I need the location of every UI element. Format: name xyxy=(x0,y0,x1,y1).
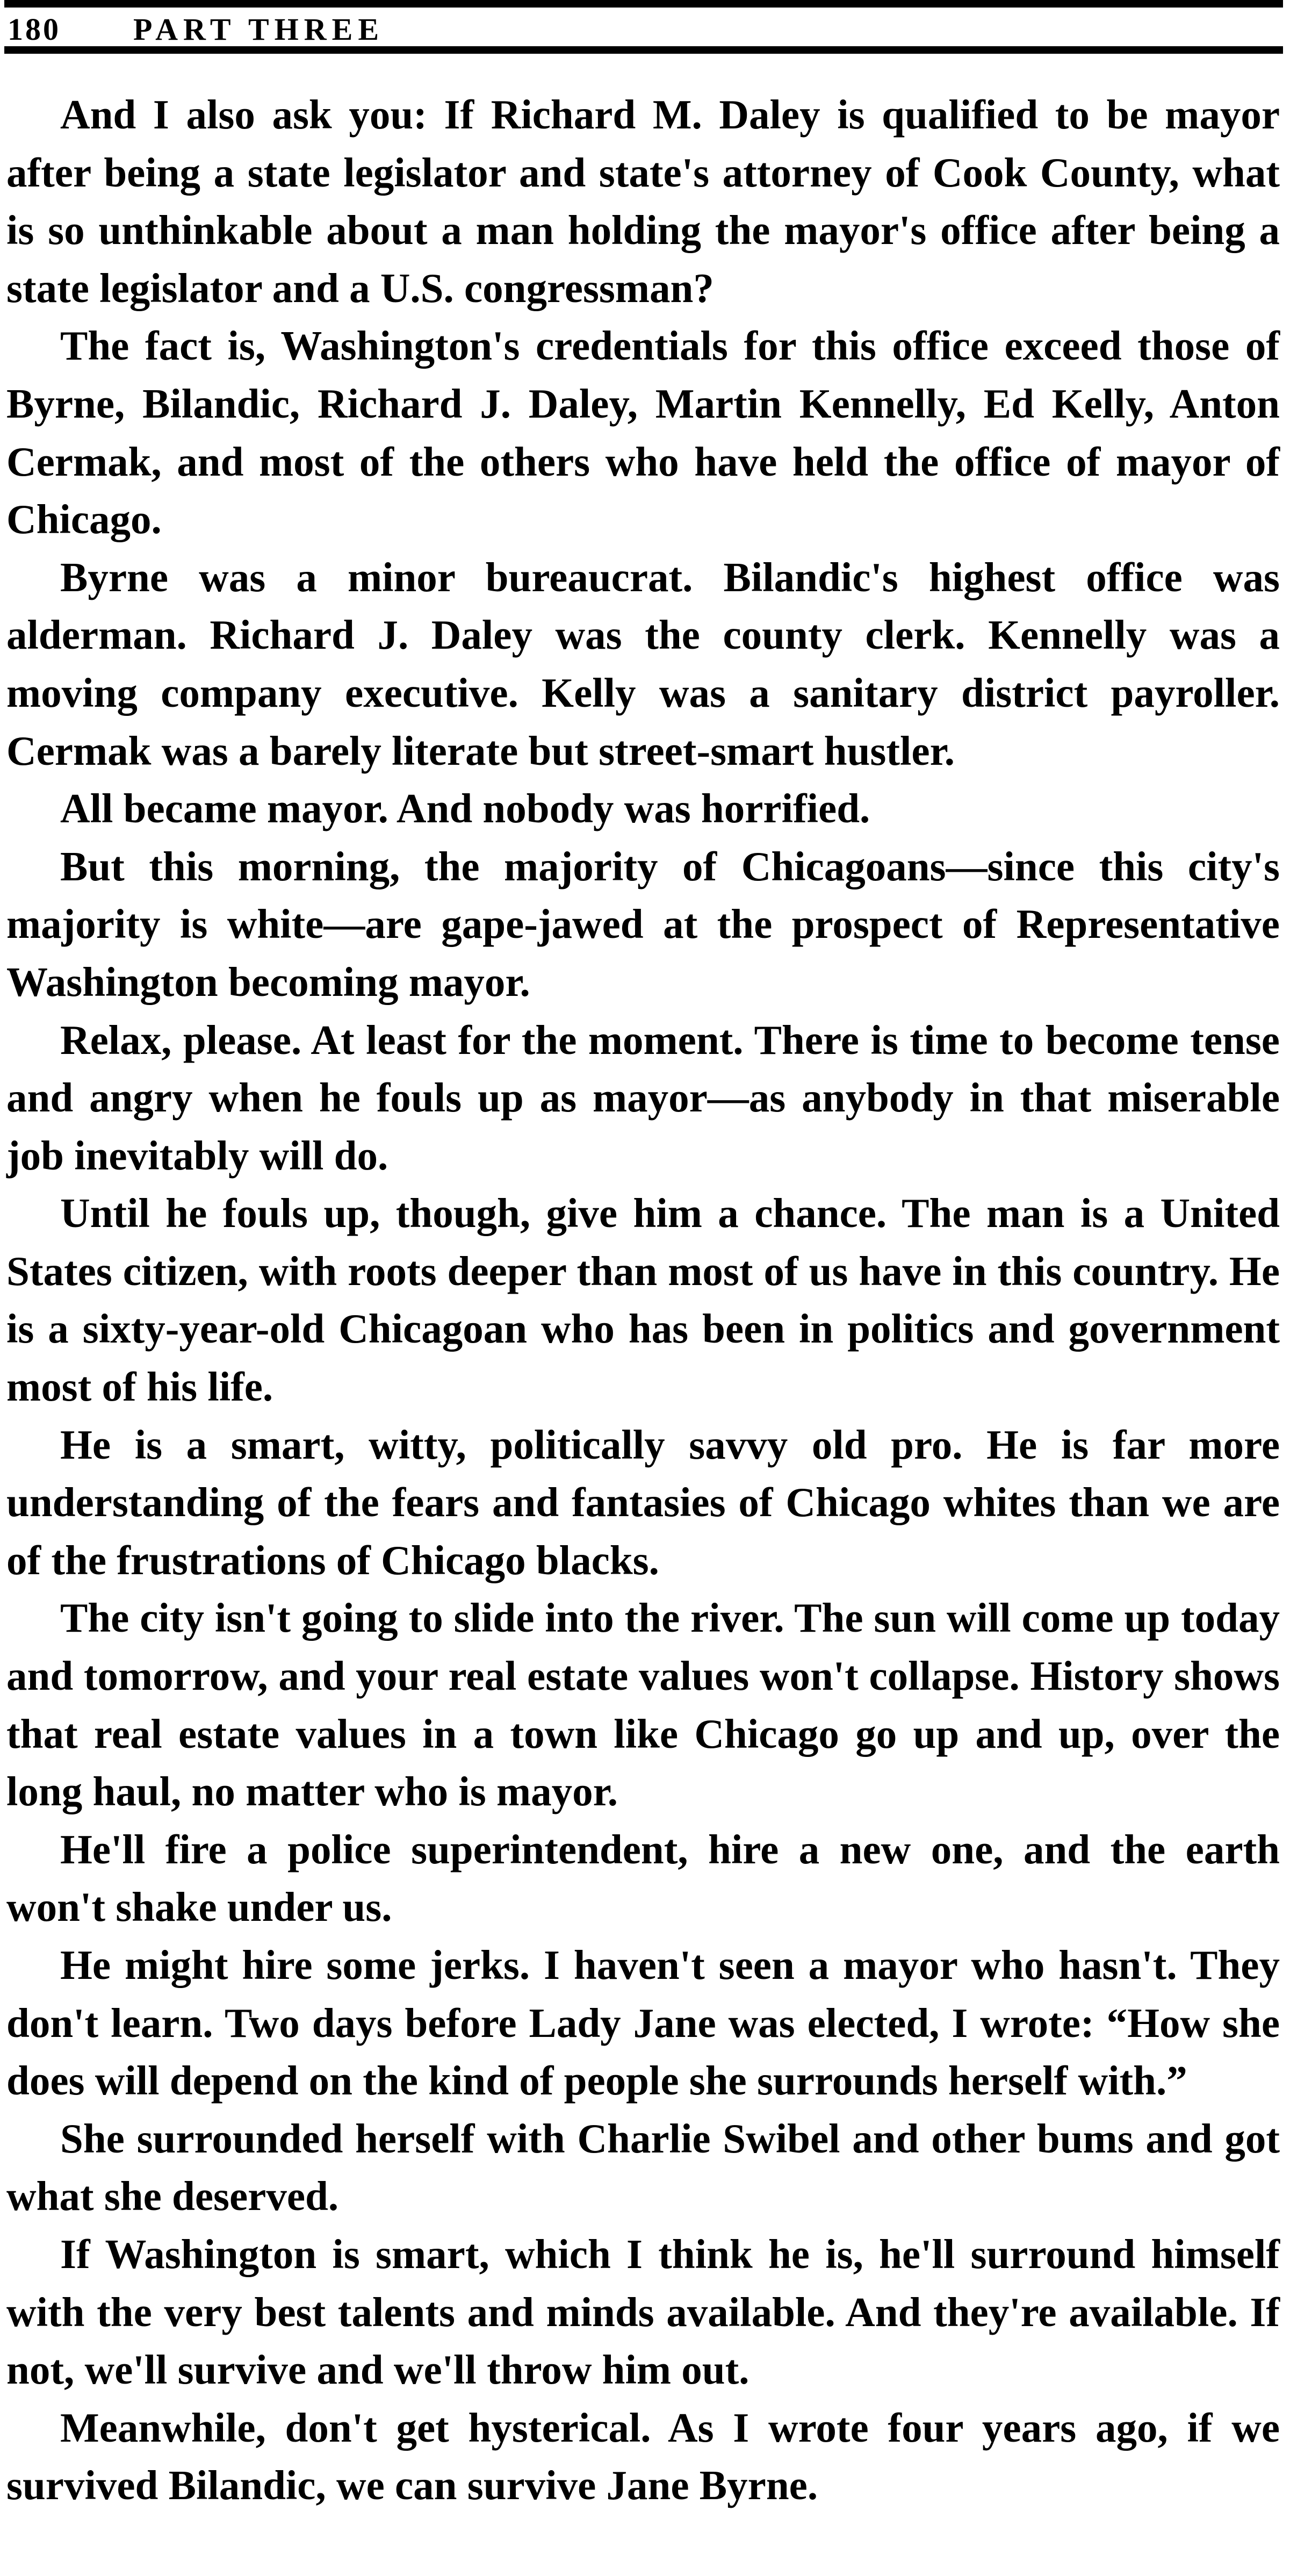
page-number: 180 xyxy=(8,12,61,47)
body-text xyxy=(6,86,1280,2515)
paragraph: Byrne was a minor bureaucrat. Bilandic's highest office was alderman. Richard J. Daley was the county clerk. Kennelly was a moving company executive. Kelly was a sanitary district payroller. Cermak was a barely literate but street-smart hustler. xyxy=(6,554,1280,774)
paragraph: Meanwhile, don't get hysterical. As I wrote four years ago, if we survived Bilandic, we can survive Jane Byrne. xyxy=(6,2404,1280,2509)
paragraph: If Washington is smart, which I think he is, he'll surround himself with the very best talents and minds available. And they're available. If not, we'll survive and we'll throw him out. xyxy=(6,2230,1280,2393)
paragraph: The city isn't going to slide into the river. The sun will come up today and tomorrow, and your real estate values won't collapse. History shows that real estate values in a town like Chicago go up and up, over the long haul, no matter who is mayor. xyxy=(6,1595,1280,1815)
running-head xyxy=(4,0,1283,54)
paragraph: And I also ask you: If Richard M. Daley is qualified to be mayor after being a state legislator and state's attorney of Cook County, what is so unthinkable about a man holding the mayor's office after being a state legislator and a U.S. congressman? xyxy=(6,91,1280,311)
part-title: PART THREE xyxy=(133,12,385,47)
paragraph: He might hire some jerks. I haven't seen a mayor who hasn't. They don't learn. Two days before Lady Jane was elected, I wrote: “How she does will depend on the kind of people she surrounds herself with.” xyxy=(6,1942,1280,2104)
paragraph: He'll fire a police superintendent, hire a new one, and the earth won't shake under us. xyxy=(6,1826,1280,1931)
paragraph: All became mayor. And nobody was horrified. xyxy=(60,785,870,832)
paragraph: Relax, please. At least for the moment. There is time to become tense and angry when he fouls up as mayor—as anybody in that miserable job inevitably will do. xyxy=(6,1016,1280,1179)
paragraph: She surrounded herself with Charlie Swibel and other bums and got what she deserved. xyxy=(6,2115,1280,2220)
paragraph: Until he fouls up, though, give him a chance. The man is a United States citizen, with roots deeper than most of us have in this country. He is a sixty-year-old Chicagoan who has been in politics and government most of his life. xyxy=(6,1190,1280,1410)
paragraph: He is a smart, witty, politically savvy old pro. He is far more understanding of the fears and fantasies of Chicago whites than we are of the frustrations of Chicago blacks. xyxy=(6,1421,1280,1583)
paragraph: But this morning, the majority of Chicagoans—since this city's majority is white—are gape-jawed at the prospect of Representative Washington becoming mayor. xyxy=(6,843,1280,1005)
paragraph: The fact is, Washington's credentials for this office exceed those of Byrne, Bilandic, Richard J. Daley, Martin Kennelly, Ed Kelly, Anton Cermak, and most of the others who have held the office of mayor of Chicago. xyxy=(6,322,1280,543)
